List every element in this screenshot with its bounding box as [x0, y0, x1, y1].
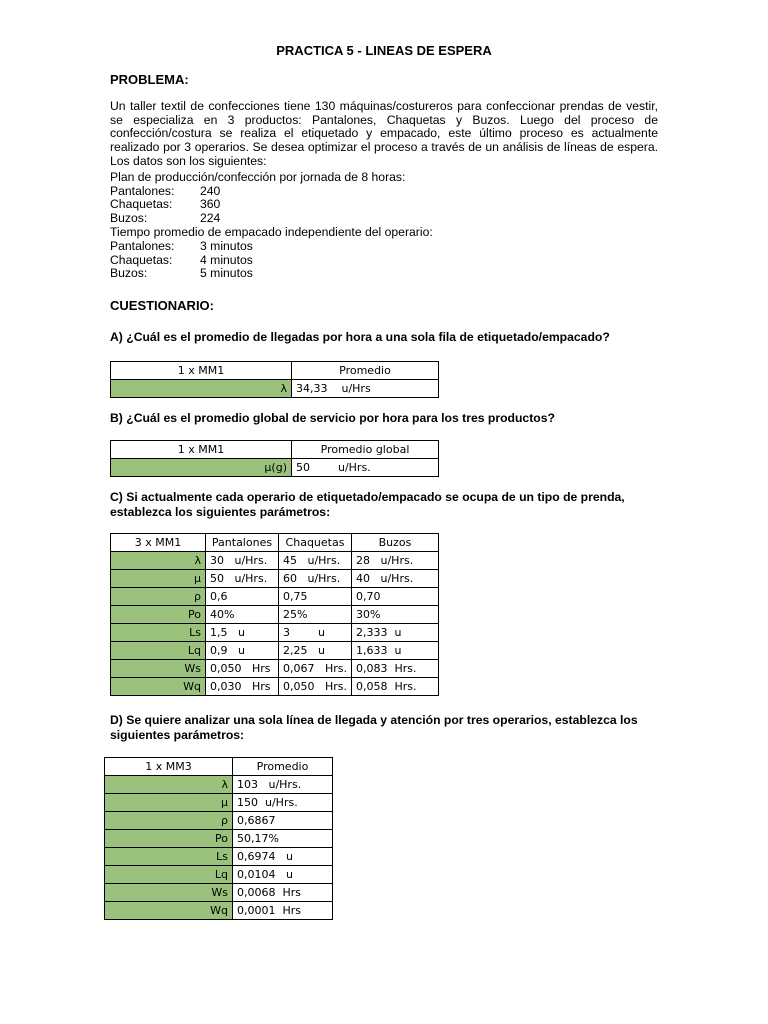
param-value: 60 u/Hrs. — [279, 570, 352, 588]
param-value: 1,633 u — [352, 642, 439, 660]
plan-item — [110, 198, 220, 212]
param-value: 0,0068 Hrs — [233, 884, 333, 902]
param-label: λ — [111, 552, 206, 570]
param-value: 0,0001 Hrs — [233, 902, 333, 920]
param-value: 2,25 u — [279, 642, 352, 660]
document-title: PRACTICA 5 - LINEAS DE ESPERA — [276, 43, 492, 58]
time-value: 4 minutos — [200, 253, 253, 267]
table-row — [105, 848, 333, 866]
param-label: λ — [111, 380, 292, 398]
param-value: 34,33 u/Hrs — [292, 380, 439, 398]
param-value: 150 u/Hrs. — [233, 794, 333, 812]
table-row — [111, 678, 439, 696]
plan-value: 224 — [200, 211, 221, 225]
table-row — [105, 902, 333, 920]
param-value: 40 u/Hrs. — [352, 570, 439, 588]
table-d — [104, 757, 333, 920]
table-row — [105, 812, 333, 830]
param-label: ρ — [111, 588, 206, 606]
param-value: 1,5 u — [206, 624, 279, 642]
param-value: 0,6974 u — [233, 848, 333, 866]
question-d: D) Se quiere analizar una sola línea de llegada y atención por tres operarios, establezca los siguientes parámetros: — [110, 713, 638, 742]
table-row — [105, 866, 333, 884]
param-value: 3 u — [279, 624, 352, 642]
time-label: Pantalones: — [110, 239, 175, 253]
plan-value: 240 — [200, 184, 221, 198]
param-value: 0,6 — [206, 588, 279, 606]
table-row — [111, 570, 439, 588]
param-value: 40% — [206, 606, 279, 624]
time-label: Buzos: — [110, 266, 148, 280]
time-item — [110, 240, 253, 254]
param-value: 0,030 Hrs — [206, 678, 279, 696]
problem-text: Un taller textil de confecciones tiene 130 máquinas/costureros para confeccionar prendas de vestir, se especializa en 3 productos: Pantalones, Chaquetas y Buzos. Luego del proceso de confección/costura se realiza el etiquetado y empacado, este último proceso es actualmente realizado por 3 operarios. Se desea optimizar el proceso a través de un análisis de líneas de espera. Los datos son los siguientes: — [110, 99, 658, 168]
param-value: 0,050 Hrs — [206, 660, 279, 678]
table-header: 1 x MM1 — [111, 441, 292, 459]
param-value: 25% — [279, 606, 352, 624]
table-row — [111, 588, 439, 606]
plan-label: Buzos: — [110, 211, 148, 225]
param-value: 0,9 u — [206, 642, 279, 660]
param-value: 0,050 Hrs. — [279, 678, 352, 696]
time-value: 3 minutos — [200, 239, 253, 253]
question-b: B) ¿Cuál es el promedio global de servicio por hora para los tres productos? — [110, 411, 555, 425]
time-heading: Tiempo promedio de empacado independiente del operario: — [110, 225, 433, 239]
param-label: Ls — [105, 848, 233, 866]
table-header: 1 x MM3 — [105, 758, 233, 776]
table-row — [111, 642, 439, 660]
table-header: Promedio — [233, 758, 333, 776]
table-row — [111, 606, 439, 624]
plan-label: Pantalones: — [110, 184, 175, 198]
param-value: 50 u/Hrs. — [292, 459, 439, 477]
param-value: 0,70 — [352, 588, 439, 606]
table-row — [111, 552, 439, 570]
param-value: 50,17% — [233, 830, 333, 848]
param-value: 50 u/Hrs. — [206, 570, 279, 588]
param-value: 28 u/Hrs. — [352, 552, 439, 570]
table-row — [111, 660, 439, 678]
table-header: Pantalones — [206, 534, 279, 552]
plan-heading: Plan de producción/confección por jornada de 8 horas: — [110, 170, 406, 184]
time-item — [110, 267, 253, 281]
param-value: 0,083 Hrs. — [352, 660, 439, 678]
table-header: 3 x MM1 — [111, 534, 206, 552]
table-row — [105, 776, 333, 794]
plan-label: Chaquetas: — [110, 197, 173, 211]
param-label: ρ — [105, 812, 233, 830]
table-row — [105, 830, 333, 848]
param-label: Ws — [105, 884, 233, 902]
plan-item — [110, 212, 220, 226]
param-value: 30 u/Hrs. — [206, 552, 279, 570]
param-label: μ — [111, 570, 206, 588]
param-label: λ — [105, 776, 233, 794]
param-value: 30% — [352, 606, 439, 624]
param-label: Lq — [111, 642, 206, 660]
param-label: Wq — [105, 902, 233, 920]
param-value: 103 u/Hrs. — [233, 776, 333, 794]
param-value: 45 u/Hrs. — [279, 552, 352, 570]
param-label: Ls — [111, 624, 206, 642]
param-label: Po — [111, 606, 206, 624]
param-value: 0,058 Hrs. — [352, 678, 439, 696]
table-b — [110, 440, 439, 477]
questionnaire-heading: CUESTIONARIO: — [110, 298, 214, 313]
plan-value: 360 — [200, 197, 221, 211]
table-header: Chaquetas — [279, 534, 352, 552]
table-a — [110, 361, 439, 398]
param-value: 0,067 Hrs. — [279, 660, 352, 678]
table-row — [105, 794, 333, 812]
table-c — [110, 533, 439, 696]
param-label: μ(g) — [111, 459, 292, 477]
param-value: 0,6867 — [233, 812, 333, 830]
question-a: A) ¿Cuál es el promedio de llegadas por hora a una sola fila de etiquetado/empacado? — [110, 330, 610, 344]
table-header: Promedio global — [292, 441, 439, 459]
problem-heading: PROBLEMA: — [110, 72, 189, 87]
table-header: Promedio — [292, 362, 439, 380]
param-label: Lq — [105, 866, 233, 884]
time-label: Chaquetas: — [110, 253, 173, 267]
param-label: μ — [105, 794, 233, 812]
param-value: 0,75 — [279, 588, 352, 606]
param-value: 0,0104 u — [233, 866, 333, 884]
question-c: C) Si actualmente cada operario de etiquetado/empacado se ocupa de un tipo de prenda, establezca los siguientes parámetros: — [110, 490, 625, 519]
table-row — [111, 624, 439, 642]
param-label: Po — [105, 830, 233, 848]
table-header: Buzos — [352, 534, 439, 552]
table-row — [105, 884, 333, 902]
table-header: 1 x MM1 — [111, 362, 292, 380]
param-label: Wq — [111, 678, 206, 696]
time-value: 5 minutos — [200, 266, 253, 280]
param-value: 2,333 u — [352, 624, 439, 642]
param-label: Ws — [111, 660, 206, 678]
